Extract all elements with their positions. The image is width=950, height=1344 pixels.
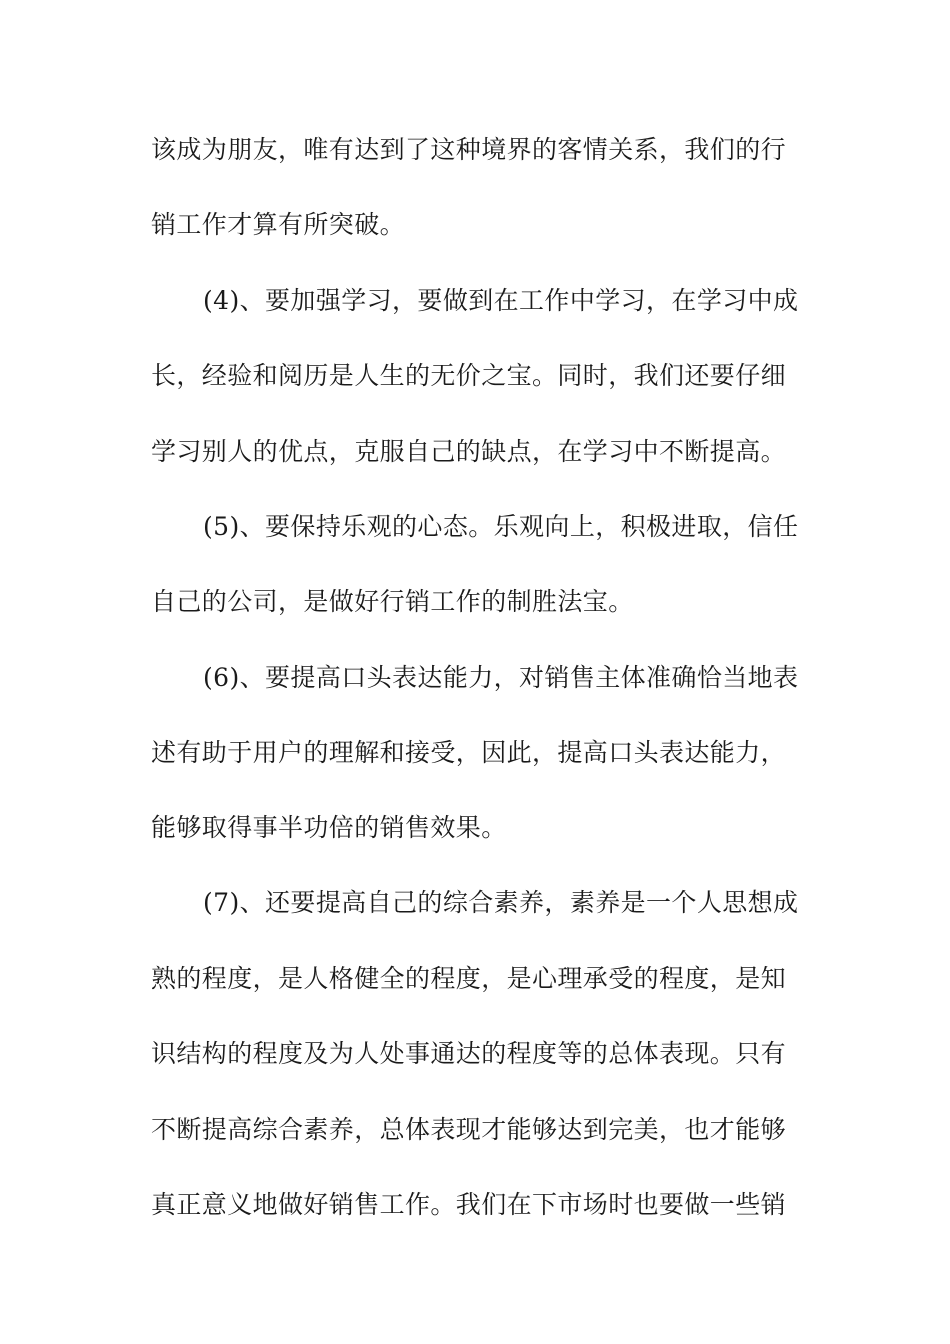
text-line: 能够取得事半功倍的销售效果。	[151, 813, 507, 842]
paragraph-6-start: (6)、要提高口头表达能力，对销售主体准确恰当地表	[203, 663, 799, 692]
text-line: 自己的公司，是做好行销工作的制胜法宝。	[151, 587, 634, 616]
paragraph-7-start: (7)、还要提高自己的综合素养，素养是一个人思想成	[203, 888, 799, 917]
text-line: 学习别人的优点，克服自己的缺点，在学习中不断提高。	[151, 437, 787, 466]
text-line: 识结构的程度及为人处事通达的程度等的总体表现。只有	[151, 1039, 787, 1068]
text-line: 该成为朋友，唯有达到了这种境界的客情关系，我们的行	[151, 135, 787, 164]
text-line: 述有助于用户的理解和接受，因此，提高口头表达能力，	[151, 738, 787, 767]
text-line: 真正意义地做好销售工作。我们在下市场时也要做一些销	[151, 1190, 787, 1219]
text-line: 不断提高综合素养，总体表现才能够达到完美，也才能够	[151, 1115, 787, 1144]
text-line: 长，经验和阅历是人生的无价之宝。同时，我们还要仔细	[151, 361, 787, 390]
text-line: 熟的程度，是人格健全的程度，是心理承受的程度，是知	[151, 964, 787, 993]
paragraph-5-start: (5)、要保持乐观的心态。乐观向上，积极进取，信任	[203, 512, 799, 541]
paragraph-4-start: (4)、要加强学习，要做到在工作中学习，在学习中成	[203, 286, 799, 315]
text-line: 销工作才算有所突破。	[151, 210, 406, 239]
